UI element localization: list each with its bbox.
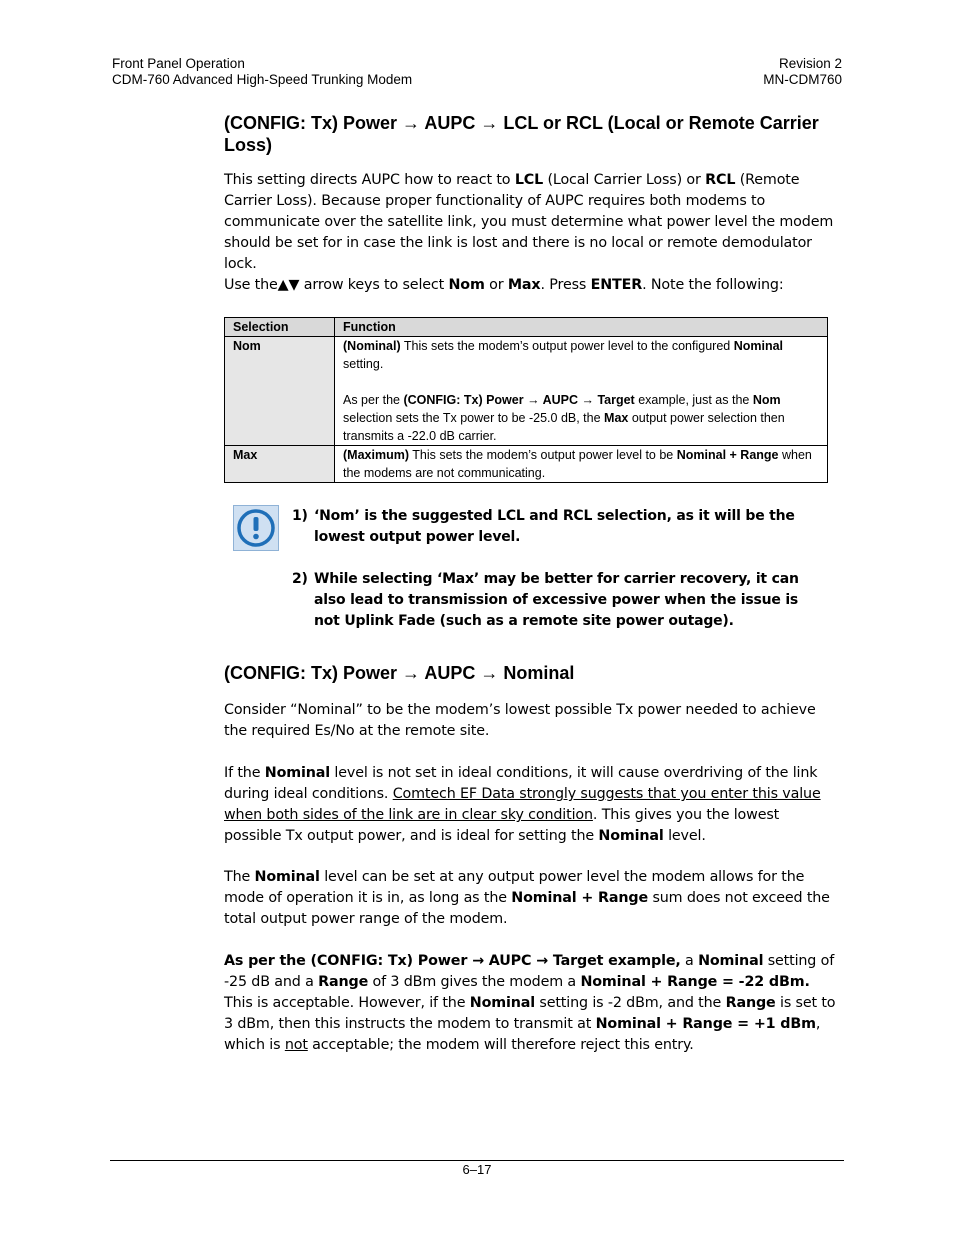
paragraph-nominal-range: The Nominal level can be set at any output power level the modem allows for the mode of operation it is in, as long as the Nominal + Range sum does not exceed the total output power range of the modem. xyxy=(224,869,830,927)
paragraph-nominal-example: As per the (CONFIG: Tx) Power → AUPC → Target example, a Nominal setting of -25 dB and a Range of 3 dBm gives the modem a Nominal + Range = -22 dBm. This is acceptable. However, if the Nominal setting is -2 dBm, and the Range is set to 3 dBm, then this instructs the modem to transmit at Nominal + Range = +1 dBm, which is not acceptable; the modem will therefore reject this entry. xyxy=(224,953,836,1053)
manual-number: MN-CDM760 xyxy=(763,72,842,87)
paragraph-nominal-definition: Consider “Nominal” to be the modem’s lowest possible Tx power needed to achieve the required Es/No at the remote site. xyxy=(224,702,816,739)
page-number: 6–17 xyxy=(462,1162,492,1177)
footer-divider xyxy=(110,1160,844,1161)
manual-title: CDM-760 Advanced High-Speed Trunking Modem xyxy=(112,72,413,87)
selection-nom: Nom xyxy=(225,337,335,446)
section-heading-lcl-rcl: (CONFIG: Tx) Power → AUPC → LCL or RCL (Local or Remote Carrier Loss) xyxy=(224,113,819,155)
important-icon xyxy=(233,505,279,551)
paragraph-lcl-rcl-intro: This setting directs AUPC how to react to LCL (Local Carrier Loss) or RCL (Remote Carrier Loss). Because proper functionality of AUPC requires both modems to communicate over the satellite link, you must determine what power level the modem should be set for in case the link is lost and there is no local or remote demodulator lock. xyxy=(224,172,834,272)
section-lcl-rcl xyxy=(224,112,840,156)
list-item: 2) While selecting ‘Max’ may be better for carrier recovery, it can also lead to transmission of excessive power when the issue is not Uplink Fade (such as a remote site power outage). xyxy=(292,571,799,629)
page-header-right xyxy=(763,56,842,88)
paragraph-nominal-ideal: If the Nominal level is not set in ideal conditions, it will cause overdriving of the link during ideal conditions. Comtech EF Data strongly suggests that you enter this value when both sides of the link are in clear sky condition. This gives you the lowest possible Tx output power, and is ideal for setting the Nominal level. xyxy=(224,765,821,844)
table-row xyxy=(225,446,828,483)
selection-max: Max xyxy=(225,446,335,483)
column-header-selection: Selection xyxy=(225,318,335,337)
column-header-function: Function xyxy=(335,318,828,337)
notes-list xyxy=(292,506,817,653)
function-max: (Maximum) This sets the modem’s output power level to be Nominal + Range when the modems are not communicating. xyxy=(335,446,828,483)
list-item: 1) ‘Nom’ is the suggested LCL and RCL selection, as it will be the lowest output power level. xyxy=(292,508,795,545)
table-row xyxy=(225,337,828,446)
function-nom: (Nominal) This sets the modem’s output power level to the configured Nominal setting. As per the (CONFIG: Tx) Power → AUPC → Target example, just as the Nom selection sets the Tx power to be -25.0 dB, the Max output power selection then transmits a -22.0 dB carrier. xyxy=(335,337,828,446)
table-header-row xyxy=(225,318,828,337)
revision-label: Revision 2 xyxy=(778,56,842,71)
page-header-left xyxy=(112,56,412,88)
selection-table xyxy=(224,317,828,483)
section-nominal xyxy=(224,662,840,684)
paragraph-arrow-keys: Use the▲▼ arrow keys to select Nom or Max. Press ENTER. Note the following: xyxy=(224,277,784,293)
section-heading-nominal: (CONFIG: Tx) Power → AUPC → Nominal xyxy=(224,663,575,683)
chapter-title: Front Panel Operation xyxy=(112,56,245,71)
